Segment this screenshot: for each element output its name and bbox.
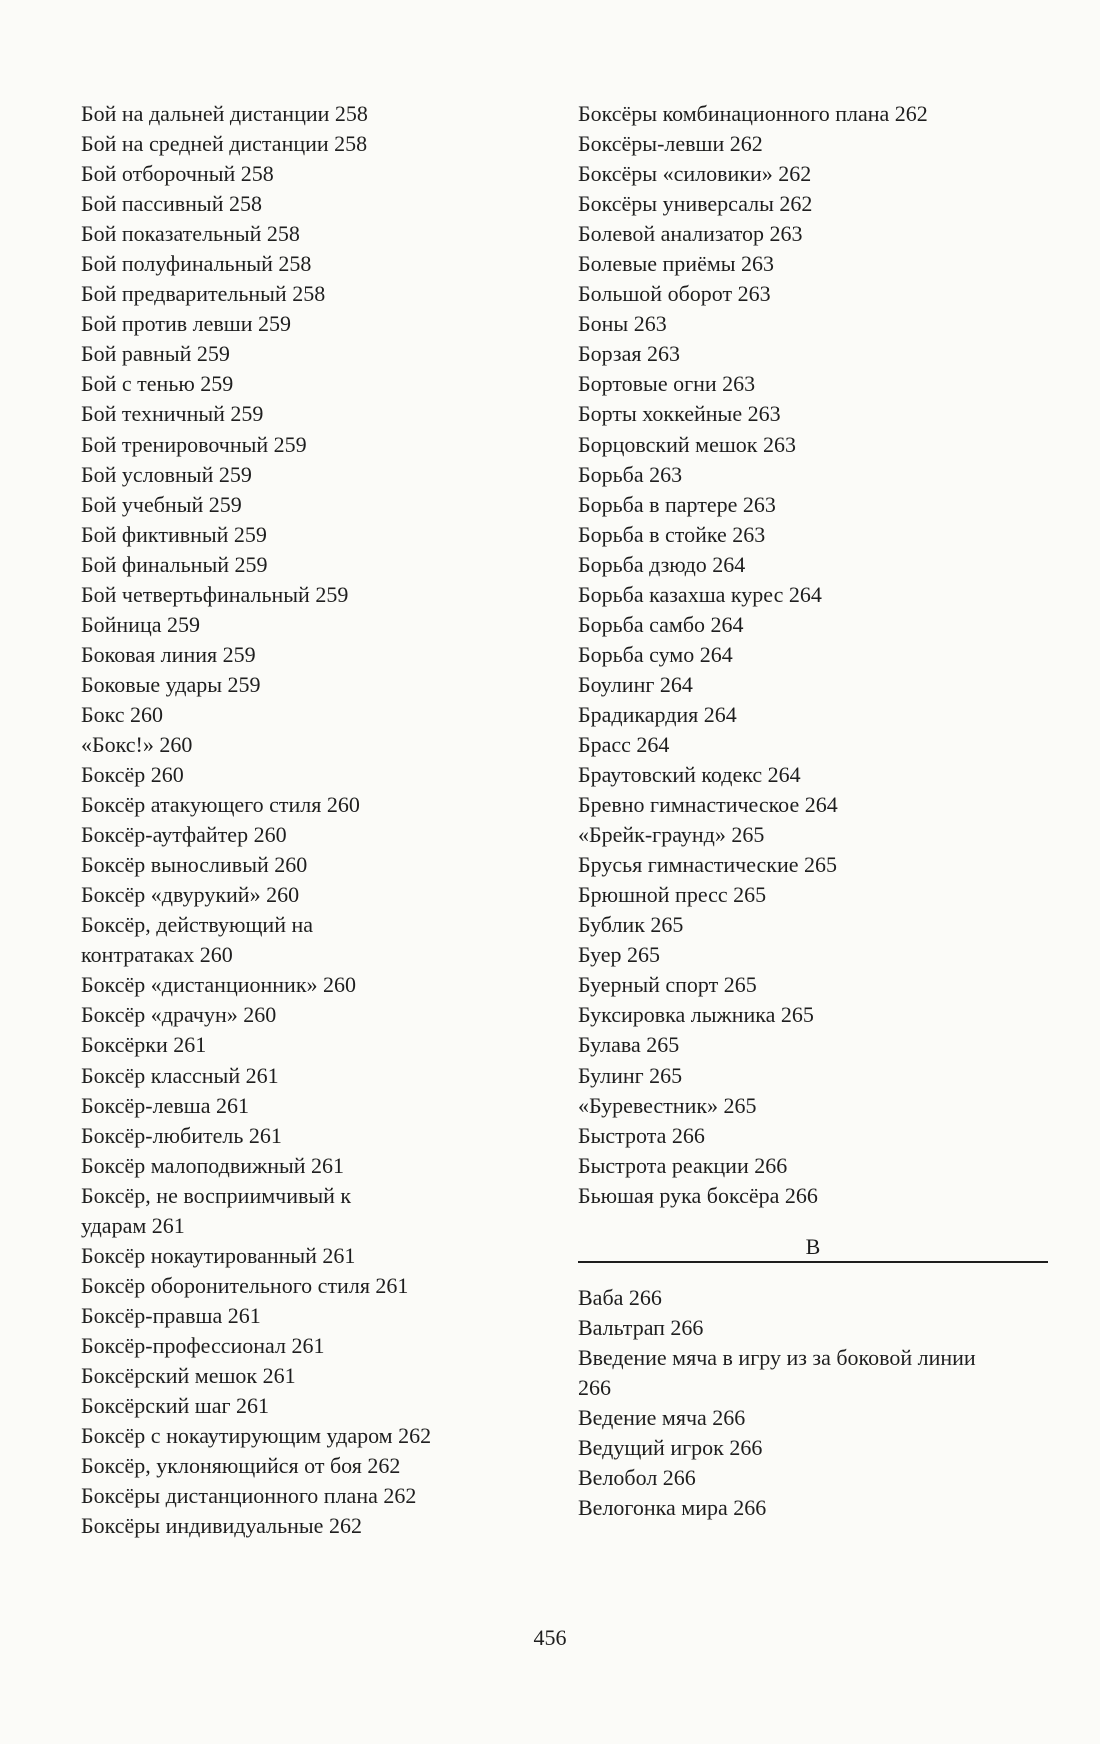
- index-entry: Брусья гимнастические 265: [578, 852, 838, 878]
- index-entry: Боковая линия 259: [81, 641, 256, 667]
- index-entry: Бой полуфинальный 258: [81, 251, 312, 277]
- index-entry: Бой против левши 259: [81, 311, 292, 337]
- index-entry: Буер 265: [578, 942, 661, 968]
- index-entry: Боксёры-левши 262: [578, 131, 763, 157]
- index-entry: Боксёр-любитель 261: [81, 1122, 282, 1148]
- index-entry: Боксёр оборонительного стиля 261: [81, 1272, 409, 1298]
- index-entry: «Брейк-граунд» 265: [578, 822, 765, 848]
- index-entry: Булава 265: [578, 1032, 680, 1058]
- index-entry: Боксёры комбинационного плана 262: [578, 101, 928, 126]
- index-entry: Велобол 266: [578, 1465, 696, 1491]
- index-entry: Быстрота 266: [578, 1122, 705, 1148]
- index-entry: «Бокс!» 260: [81, 731, 193, 757]
- index-entry: Боксёр малоподвижный 261: [81, 1152, 345, 1178]
- index-entry: Боксёр классный 261: [81, 1062, 279, 1088]
- index-entry: Боксёр-левша 261: [81, 1092, 249, 1118]
- index-entry: Бой техничный 259: [81, 401, 264, 427]
- index-entry: Борьба в партере 263: [578, 491, 776, 517]
- index-entry: Брасс 264: [578, 731, 670, 757]
- index-entry: 266: [578, 1374, 611, 1400]
- index-entry: Болевой анализатор 263: [578, 221, 803, 247]
- index-entry: Боксёрский шаг 261: [81, 1393, 270, 1419]
- index-entry: Буксировка лыжника 265: [578, 1002, 814, 1028]
- index-entry: Велогонка мира 266: [578, 1495, 767, 1521]
- index-entry: Бьюшая рука боксёра 266: [578, 1182, 818, 1208]
- index-entry: Болевые приёмы 263: [578, 251, 775, 277]
- index-entry: Боксёры дистанционного плана 262: [81, 1483, 417, 1509]
- index-entry: Боксёр, действующий на: [81, 912, 314, 938]
- index-entry: Борты хоккейные 263: [578, 401, 781, 427]
- index-entry: Борьба в стойке 263: [578, 521, 766, 547]
- index-entry: Борьба сумо 264: [578, 641, 733, 667]
- index-entry: Боксёр, уклоняющийся от боя 262: [81, 1453, 401, 1479]
- index-entry: Браутовский кодекс 264: [578, 762, 801, 788]
- index-entry: Введение мяча в игру из за боковой линии: [578, 1344, 976, 1370]
- right-column: [578, 99, 1048, 1523]
- index-entry: Боксёры индивидуальные 262: [81, 1513, 362, 1539]
- index-entry: Брюшной пресс 265: [578, 882, 767, 908]
- index-entry: Бублик 265: [578, 912, 684, 938]
- right-column-entries: [578, 99, 1048, 1211]
- index-entry: Боксёр, не восприимчивый к: [81, 1182, 352, 1208]
- index-entry: Вальтрап 266: [578, 1314, 704, 1340]
- index-entry: Бой равный 259: [81, 341, 230, 367]
- index-entry: Бой учебный 259: [81, 491, 242, 517]
- index-entry: Борзая 263: [578, 341, 680, 367]
- index-entry: Боковые удары 259: [81, 671, 261, 697]
- index-entry: ударам 261: [81, 1212, 185, 1238]
- index-entry: Бой фиктивный 259: [81, 521, 267, 547]
- index-entry: Боксёр «дистанционник» 260: [81, 972, 357, 998]
- index-entry: Бой предварительный 258: [81, 281, 326, 307]
- index-entry: «Буревестник» 265: [578, 1092, 757, 1118]
- index-entry: Бортовые огни 263: [578, 371, 756, 397]
- index-entry: Боксёр «двурукий» 260: [81, 882, 300, 908]
- index-entry: Брадикардия 264: [578, 701, 737, 727]
- index-entry: Бой на средней дистанции 258: [81, 131, 368, 157]
- index-entry: Бревно гимнастическое 264: [578, 792, 838, 818]
- index-entry: Быстрота реакции 266: [578, 1152, 788, 1178]
- index-entry: Боксёр-профессионал 261: [81, 1332, 325, 1358]
- index-entry: Бой на дальней дистанции 258: [81, 101, 368, 126]
- index-entry: Боксёр нокаутированный 261: [81, 1242, 356, 1268]
- index-entry: Боксёрский мешок 261: [81, 1362, 296, 1388]
- index-entry: Боксёр-правша 261: [81, 1302, 261, 1328]
- index-entry: Бой финальный 259: [81, 551, 268, 577]
- index-entry: Бой пассивный 258: [81, 191, 262, 217]
- index-entry: Борьба дзюдо 264: [578, 551, 746, 577]
- index-entry: контратаках 260: [81, 942, 233, 968]
- index-entry: Борьба казахша курес 264: [578, 581, 822, 607]
- index-entry: Борьба 263: [578, 461, 683, 487]
- index-entry: Боны 263: [578, 311, 667, 337]
- section-header-v: В: [578, 1233, 1048, 1263]
- index-entry: Борьба самбо 264: [578, 611, 744, 637]
- index-entry: Боксёр выносливый 260: [81, 852, 308, 878]
- index-entry: Боксёры универсалы 262: [578, 191, 813, 217]
- index-entry: Булинг 265: [578, 1062, 683, 1088]
- index-entry: Бой тренировочный 259: [81, 431, 307, 457]
- index-entry: Боулинг 264: [578, 671, 693, 697]
- index-entry: Боксёр с нокаутирующим ударом 262: [81, 1423, 432, 1449]
- index-entry: Бой условный 259: [81, 461, 252, 487]
- index-entry: Буерный спорт 265: [578, 972, 757, 998]
- index-entry: Боксёр-аутфайтер 260: [81, 822, 287, 848]
- index-entry: Бокс 260: [81, 701, 164, 727]
- index-entry: Большой оборот 263: [578, 281, 771, 307]
- index-entry: Бой показательный 258: [81, 221, 300, 247]
- index-entry: Боксёр атакующего стиля 260: [81, 792, 360, 818]
- index-entry: Боксёр «драчун» 260: [81, 1002, 277, 1028]
- page-number: 456: [533, 1625, 567, 1650]
- index-entry: Боксёры «силовики» 262: [578, 161, 812, 187]
- index-entry: Ваба 266: [578, 1284, 662, 1310]
- index-entry: Бой четвертьфинальный 259: [81, 581, 349, 607]
- index-entry: Борцовский мешок 263: [578, 431, 796, 457]
- index-entry: Боксёр 260: [81, 762, 184, 788]
- index-entry: Ведущий игрок 266: [578, 1434, 763, 1460]
- index-entry: Бой с тенью 259: [81, 371, 234, 397]
- right-column-section-entries: [578, 1283, 1048, 1523]
- index-entry: Бойница 259: [81, 611, 200, 637]
- index-entry: Боксёрки 261: [81, 1032, 207, 1058]
- index-entry: Бой отборочный 258: [81, 161, 274, 187]
- left-column: [81, 99, 551, 1541]
- index-entry: Ведение мяча 266: [578, 1404, 746, 1430]
